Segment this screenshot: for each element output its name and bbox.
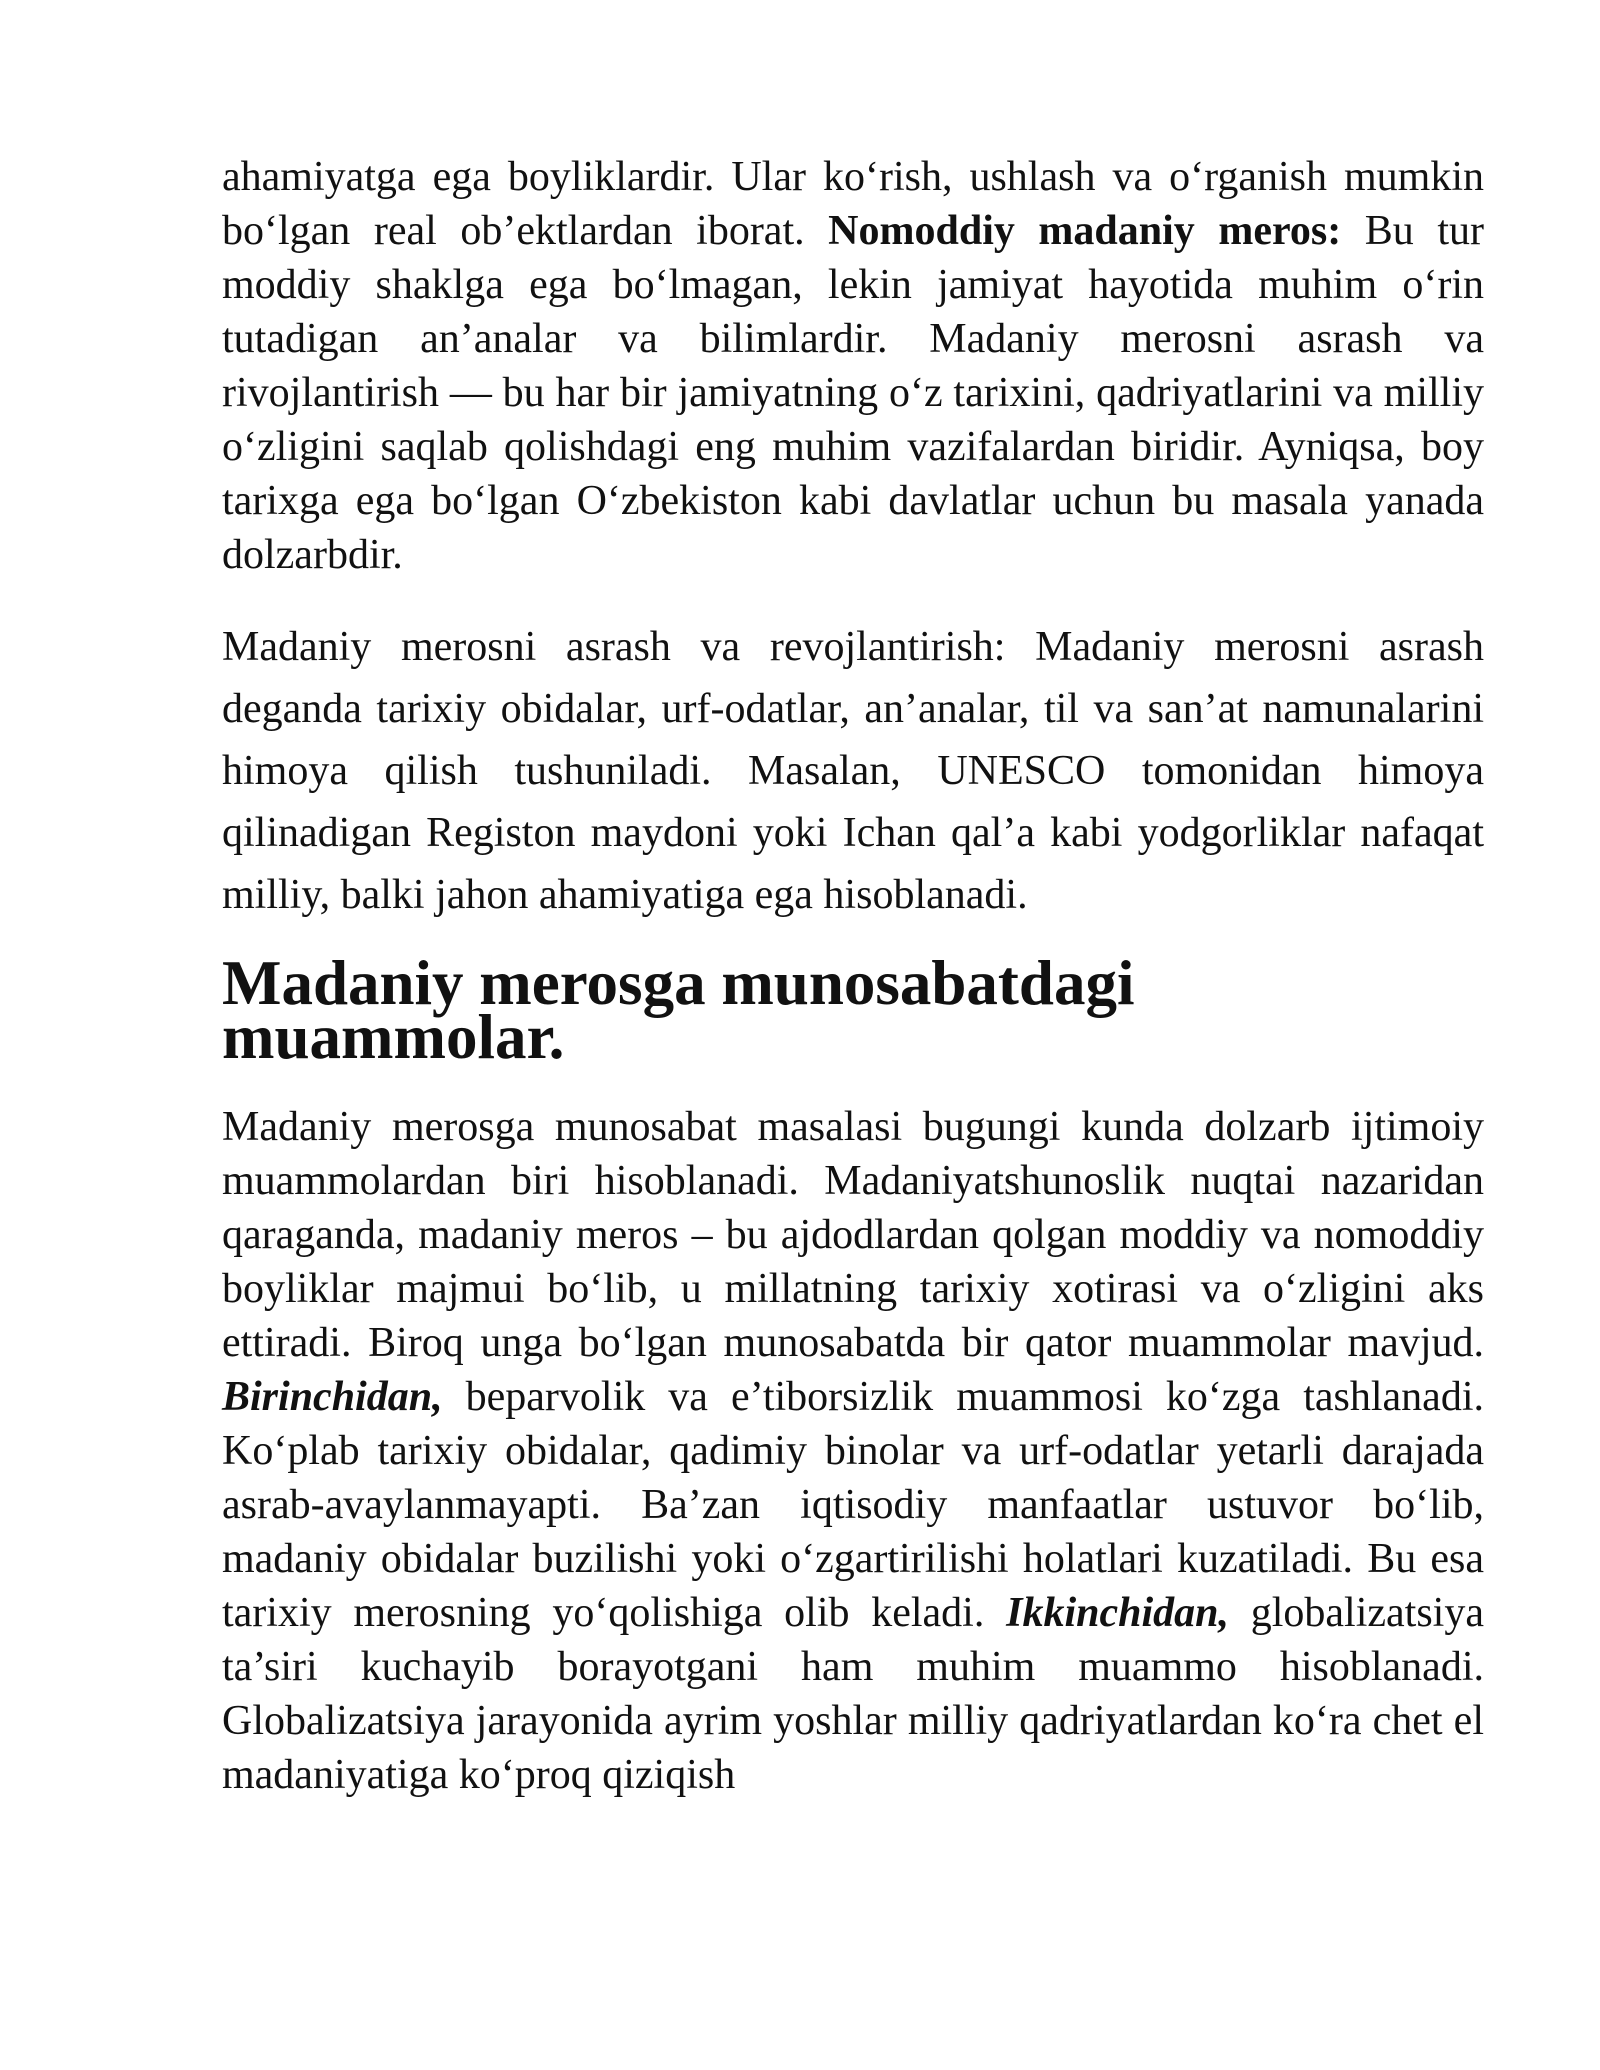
emphasis-second: Ikkinchidan, <box>1006 1590 1229 1636</box>
paragraph-text: Bu tur moddiy shaklga ega bo‘lmagan, lekin jamiyat hayotida muhim o‘rin tutadigan an’analar va bilimlardir. Madaniy merosni asrash va rivojlantirish — bu har bir jamiyatning o‘z tarixini, qadriyatlarini va milliy o‘zligini saqlab qolishdagi eng muhim vazifalardan biridir. Ayniqsa, boy tarixga ega bo‘lgan O‘zbekiston kabi davlatlar uchun bu masala yanada dolzarbdir. <box>222 208 1485 578</box>
paragraph-problems <box>222 1100 1484 1802</box>
paragraph-preservation <box>222 616 1484 926</box>
paragraph-text: ahamiyatga ega boyliklardir. Ular ko‘rish, ushlash va o‘rganish mumkin bo‘lgan real ob’ektlardan iborat. <box>222 154 1484 254</box>
term-intangible-heritage: Nomoddiy madaniy meros: <box>828 208 1342 254</box>
paragraph-text: Madaniy merosga munosabat masalasi bugungi kunda dolzarb ijtimoiy muammolardan biri hisoblanadi. Madaniyatshunoslik nuqtai nazaridan qaraganda, madaniy meros – bu ajdodlardan qolgan moddiy va nomoddiy boyliklar majmui bo‘lib, u millatning tarixiy xotirasi va o‘zligini aks ettiradi. Biroq unga bo‘lgan munosabatda bir qator muammolar mavjud. <box>222 1104 1484 1366</box>
paragraph-text: Madaniy merosni asrash va revojlantirish: Madaniy merosni asrash deganda tarixiy obidalar, urf-odatlar, an’analar, til va san’at namunalarini himoya qilish tushuniladi. Masalan, UNESCO tomonidan himoya qilinadigan Registon maydoni yoki Ichan qal’a kabi yodgorliklar nafaqat milliy, balki jahon ahamiyatiga ega hisoblanadi. <box>222 624 1484 918</box>
document-page <box>222 150 1484 1802</box>
paragraph-text: globalizatsiya ta’siri kuchayib borayotgani ham muhim muammo hisoblanadi. Globalizatsiya jarayonida ayrim yoshlar milliy qadriyatlardan ko‘ra chet el madaniyatiga ko‘proq qiziqish <box>222 1590 1484 1798</box>
emphasis-first: Birinchidan, <box>222 1374 443 1420</box>
section-heading: Madaniy merosga munosabatdagi muammolar. <box>222 948 1135 1072</box>
paragraph-text: beparvolik va e’tiborsizlik muammosi ko‘zga tashlanadi. Ko‘plab tarixiy obidalar, qadimiy binolar va urf-odatlar yetarli darajada asrab-avaylanmayapti. Ba’zan iqtisodiy manfaatlar ustuvor bo‘lib, madaniy obidalar buzilishi yoki o‘zgartirilishi holatlari kuzatiladi. Bu esa tarixiy merosning yo‘qolishiga olib keladi. <box>222 1374 1484 1636</box>
paragraph-heritage-types <box>222 150 1484 582</box>
